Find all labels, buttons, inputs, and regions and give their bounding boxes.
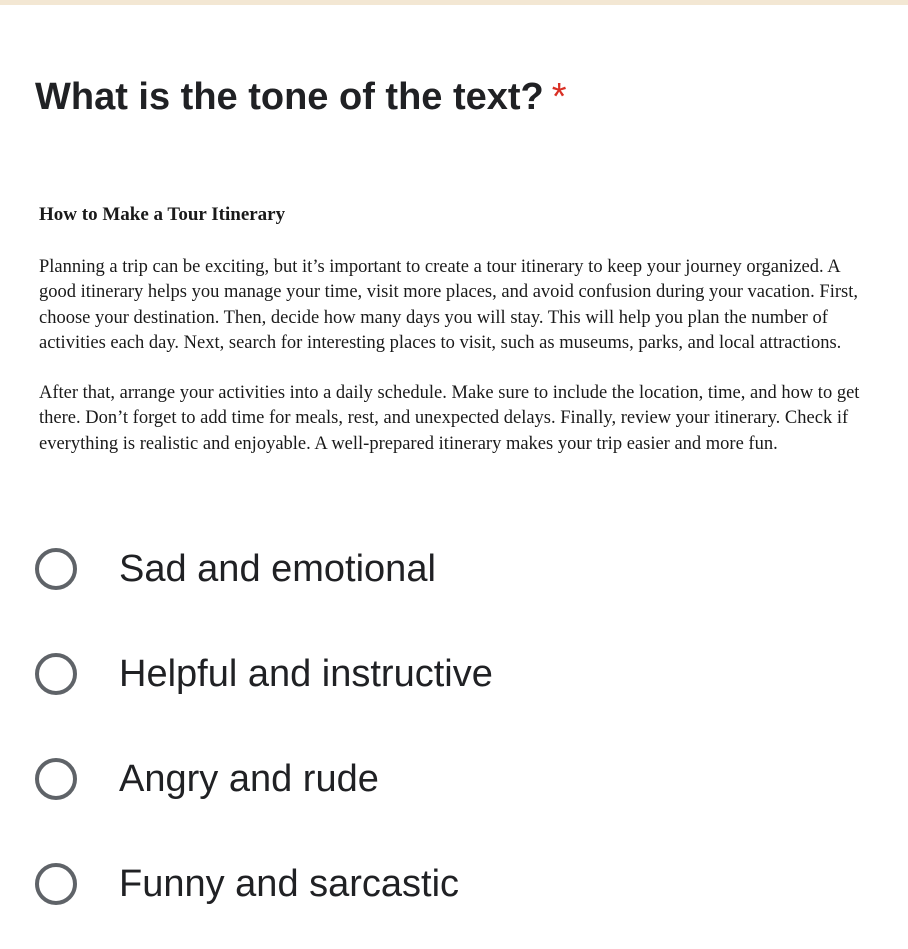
passage-image [39, 203, 879, 482]
option-funny-and-sarcastic[interactable] [35, 856, 459, 912]
passage-paragraph-2: After that, arrange your activities into a daily schedule. Make sure to include the location, time, and how to get there. Don’t forget to add time for meals, rest, and unexpected delays. Finally, review your itinerary. Check if everything is realistic and enjoyable. A well-prepared itinerary makes your trip easier and more fun. [39, 383, 860, 454]
option-sad-and-emotional[interactable] [35, 541, 436, 597]
question-text: What is the tone of the text? [35, 76, 544, 118]
question-title [35, 76, 567, 119]
radio-button-icon[interactable] [35, 653, 77, 695]
option-angry-and-rude[interactable] [35, 751, 379, 807]
radio-button-icon[interactable] [35, 758, 77, 800]
passage-title: How to Make a Tour Itinerary [39, 204, 286, 225]
option-label[interactable]: Sad and emotional [119, 547, 436, 590]
option-label[interactable]: Funny and sarcastic [119, 862, 460, 905]
top-accent-strip [0, 0, 908, 5]
required-marker: * [551, 76, 567, 118]
option-label[interactable]: Helpful and instructive [119, 652, 493, 695]
radio-button-icon[interactable] [35, 548, 77, 590]
radio-button-icon[interactable] [35, 863, 77, 905]
passage-paragraph-1: Planning a trip can be exciting, but it’s important to create a tour itinerary to keep your journey organized. A good itinerary helps you manage your time, visit more places, and avoid confusion during your vacation. First, choose your destination. Then, decide how many days you will stay. This will help you plan the number of activities each day. Next, search for interesting places to visit, such as museums, parks, and local attractions. [39, 257, 858, 353]
option-helpful-and-instructive[interactable] [35, 646, 493, 702]
option-label[interactable]: Angry and rude [119, 757, 379, 800]
